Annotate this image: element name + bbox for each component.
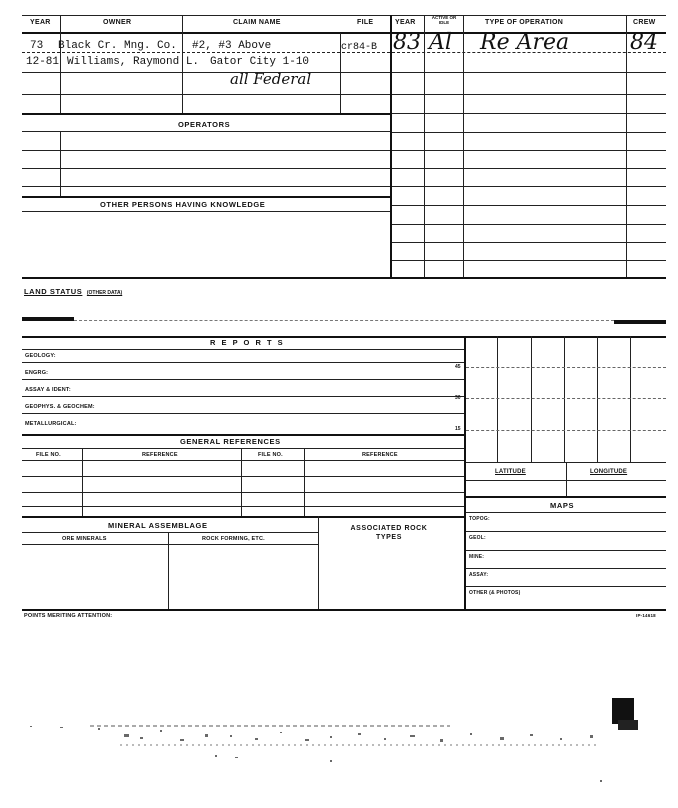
header-owner: OWNER (103, 19, 132, 26)
ref-header-reference-1: REFERENCE (142, 452, 178, 458)
operators-rule (22, 131, 390, 132)
general-references-title: GENERAL REFERENCES (180, 437, 281, 446)
activity-row-rule (392, 168, 666, 169)
owner-row-rule (22, 94, 390, 95)
activity-row-rule (392, 260, 666, 261)
scan-mark-left (22, 317, 74, 321)
reports-title: R E P O R T S (210, 338, 285, 347)
report-metallurgical: METALLURGICAL: (25, 421, 77, 427)
maps-rule (466, 568, 666, 569)
col-divider (60, 15, 61, 33)
ref-header-reference-2: REFERENCE (362, 452, 398, 458)
maps-assay: ASSAY: (469, 572, 489, 578)
ref-header-file-no-2: FILE NO. (258, 452, 283, 458)
maps-title: MAPS (550, 501, 575, 510)
owner-row-1-claim: #2, #3 Above (192, 40, 272, 52)
report-geophys-number: 30 (455, 395, 461, 401)
handwritten-note: all Federal (230, 70, 312, 88)
header-claim-name: CLAIM NAME (233, 19, 281, 26)
land-status-dashed-rule (74, 320, 614, 321)
header-file: FILE (357, 19, 374, 26)
mineral-col-divider (168, 532, 169, 609)
activity-row-1-crew: 84 (630, 30, 658, 55)
activity-col-divider (424, 15, 425, 277)
maps-topog: TOPOG: (469, 516, 490, 522)
upper-section-bottom-rule (22, 277, 666, 279)
ref-col-divider (241, 448, 242, 516)
grid-col (497, 336, 498, 462)
maps-top-rule (466, 496, 666, 498)
lat-long-divider (566, 462, 567, 496)
footer-top-rule (22, 609, 666, 611)
scan-noise (0, 690, 678, 800)
report-metallurgical-number: 15 (455, 426, 461, 432)
longitude-label: LONGITUDE (590, 469, 628, 475)
grid-col (630, 336, 631, 462)
activity-row-rule (392, 72, 666, 73)
mineral-assemblage-title: MINERAL ASSEMBLAGE (108, 521, 208, 530)
form-number: IP-14618 (636, 613, 656, 618)
activity-row-rule (392, 186, 666, 187)
grid-col (597, 336, 598, 462)
header-year: YEAR (30, 19, 51, 26)
mineral-col-divider (318, 516, 319, 609)
operators-col-divider (60, 131, 61, 196)
activity-row-rule (392, 113, 666, 114)
maps-mine: MINE: (469, 554, 485, 560)
header-active-or-idle: ACTIVE OR IDLE (431, 15, 457, 25)
activity-row-1-operation: Re Area (480, 30, 570, 55)
ref-col-divider (304, 448, 305, 516)
rock-forming-header: ROCK FORMING, ETC. (202, 536, 265, 542)
operators-bottom-rule (22, 196, 390, 198)
reports-rule (22, 413, 464, 414)
references-rule (22, 476, 464, 477)
owner-row-2-owner: Williams, Raymond L. (67, 56, 200, 68)
references-bottom-rule (22, 516, 464, 518)
references-rule (22, 448, 464, 449)
activity-row-1-active: Al (429, 30, 452, 55)
ref-header-file-no-1: FILE NO. (36, 452, 61, 458)
maps-other: OTHER (& PHOTOS) (469, 590, 521, 596)
mineral-rule (22, 544, 318, 545)
mineral-rule (22, 532, 318, 533)
header-crew: CREW (633, 19, 656, 26)
associated-rock-types-title: ASSOCIATED ROCK TYPES (350, 525, 428, 541)
other-persons-title: OTHER PERSONS HAVING KNOWLEDGE (100, 200, 266, 209)
operators-rule (22, 186, 390, 187)
grid-col (531, 336, 532, 462)
activity-row-rule (392, 205, 666, 206)
header-activity-year: YEAR (395, 19, 416, 26)
owner-row-2-year: 12-81 (26, 56, 60, 68)
owner-row-rule (22, 113, 390, 115)
ore-minerals-header: ORE MINERALS (62, 536, 107, 542)
maps-rule (466, 531, 666, 532)
activity-row-rule (392, 94, 666, 95)
main-vertical-divider (390, 15, 392, 277)
scan-mark-right (614, 320, 666, 324)
maps-rule (466, 550, 666, 551)
land-status-subtitle: (OTHER DATA) (86, 290, 123, 296)
activity-row-rule (392, 242, 666, 243)
reports-top-rule (22, 336, 666, 338)
maps-rule (466, 586, 666, 587)
land-status-title: LAND STATUS (24, 287, 83, 296)
report-assay: ASSAY & IDENT: (25, 387, 71, 393)
header-type-of-operation: TYPE OF OPERATION (485, 19, 564, 26)
other-persons-rule (22, 211, 390, 212)
references-rule (22, 506, 464, 507)
reports-rule (22, 379, 464, 380)
operators-rule (22, 150, 390, 151)
report-geophys: GEOPHYS. & GEOCHEM: (25, 404, 95, 410)
report-engrg-number: 45 (455, 364, 461, 370)
activity-row-rule (392, 150, 666, 151)
activity-row-rule (392, 224, 666, 225)
owner-col-divider (182, 33, 183, 113)
owner-row-rule (22, 72, 390, 73)
reports-rule (22, 349, 464, 350)
references-rule (22, 460, 464, 461)
reports-rule (22, 396, 464, 397)
land-status-heading (24, 281, 122, 299)
grid-row (466, 367, 666, 368)
maps-geol: GEOL: (469, 535, 486, 541)
ref-col-divider (82, 448, 83, 516)
latitude-label: LATITUDE (495, 469, 526, 475)
owner-row-rule (22, 52, 390, 53)
activity-col-divider (626, 15, 627, 277)
maps-rule (466, 512, 666, 513)
report-geology: GEOLOGY: (25, 353, 56, 359)
grid-row (466, 398, 666, 399)
operators-title: OPERATORS (178, 120, 231, 129)
owner-row-2-claim: Gator City 1-10 (210, 56, 310, 68)
grid-row (466, 430, 666, 431)
points-meriting-attention: POINTS MERITING ATTENTION: (24, 613, 113, 619)
col-divider (182, 15, 183, 33)
owner-row-1-file: cr84-B (341, 42, 378, 53)
owner-row-1-owner: Black Cr. Mng. Co. (58, 40, 177, 52)
reports-rule (22, 362, 464, 363)
lat-long-rule (466, 480, 666, 481)
reports-bottom-rule (22, 434, 464, 436)
activity-row-1-year: 83 (393, 30, 421, 55)
owner-row-1-year: 73 (30, 40, 44, 52)
header-top-rule (22, 15, 666, 16)
activity-col-divider (463, 15, 464, 277)
references-rule (22, 492, 464, 493)
report-engrg: ENGRG: (25, 370, 49, 376)
activity-row-rule (392, 132, 666, 133)
header-bottom-rule (22, 32, 390, 34)
grid-col (564, 336, 565, 462)
operators-rule (22, 168, 390, 169)
